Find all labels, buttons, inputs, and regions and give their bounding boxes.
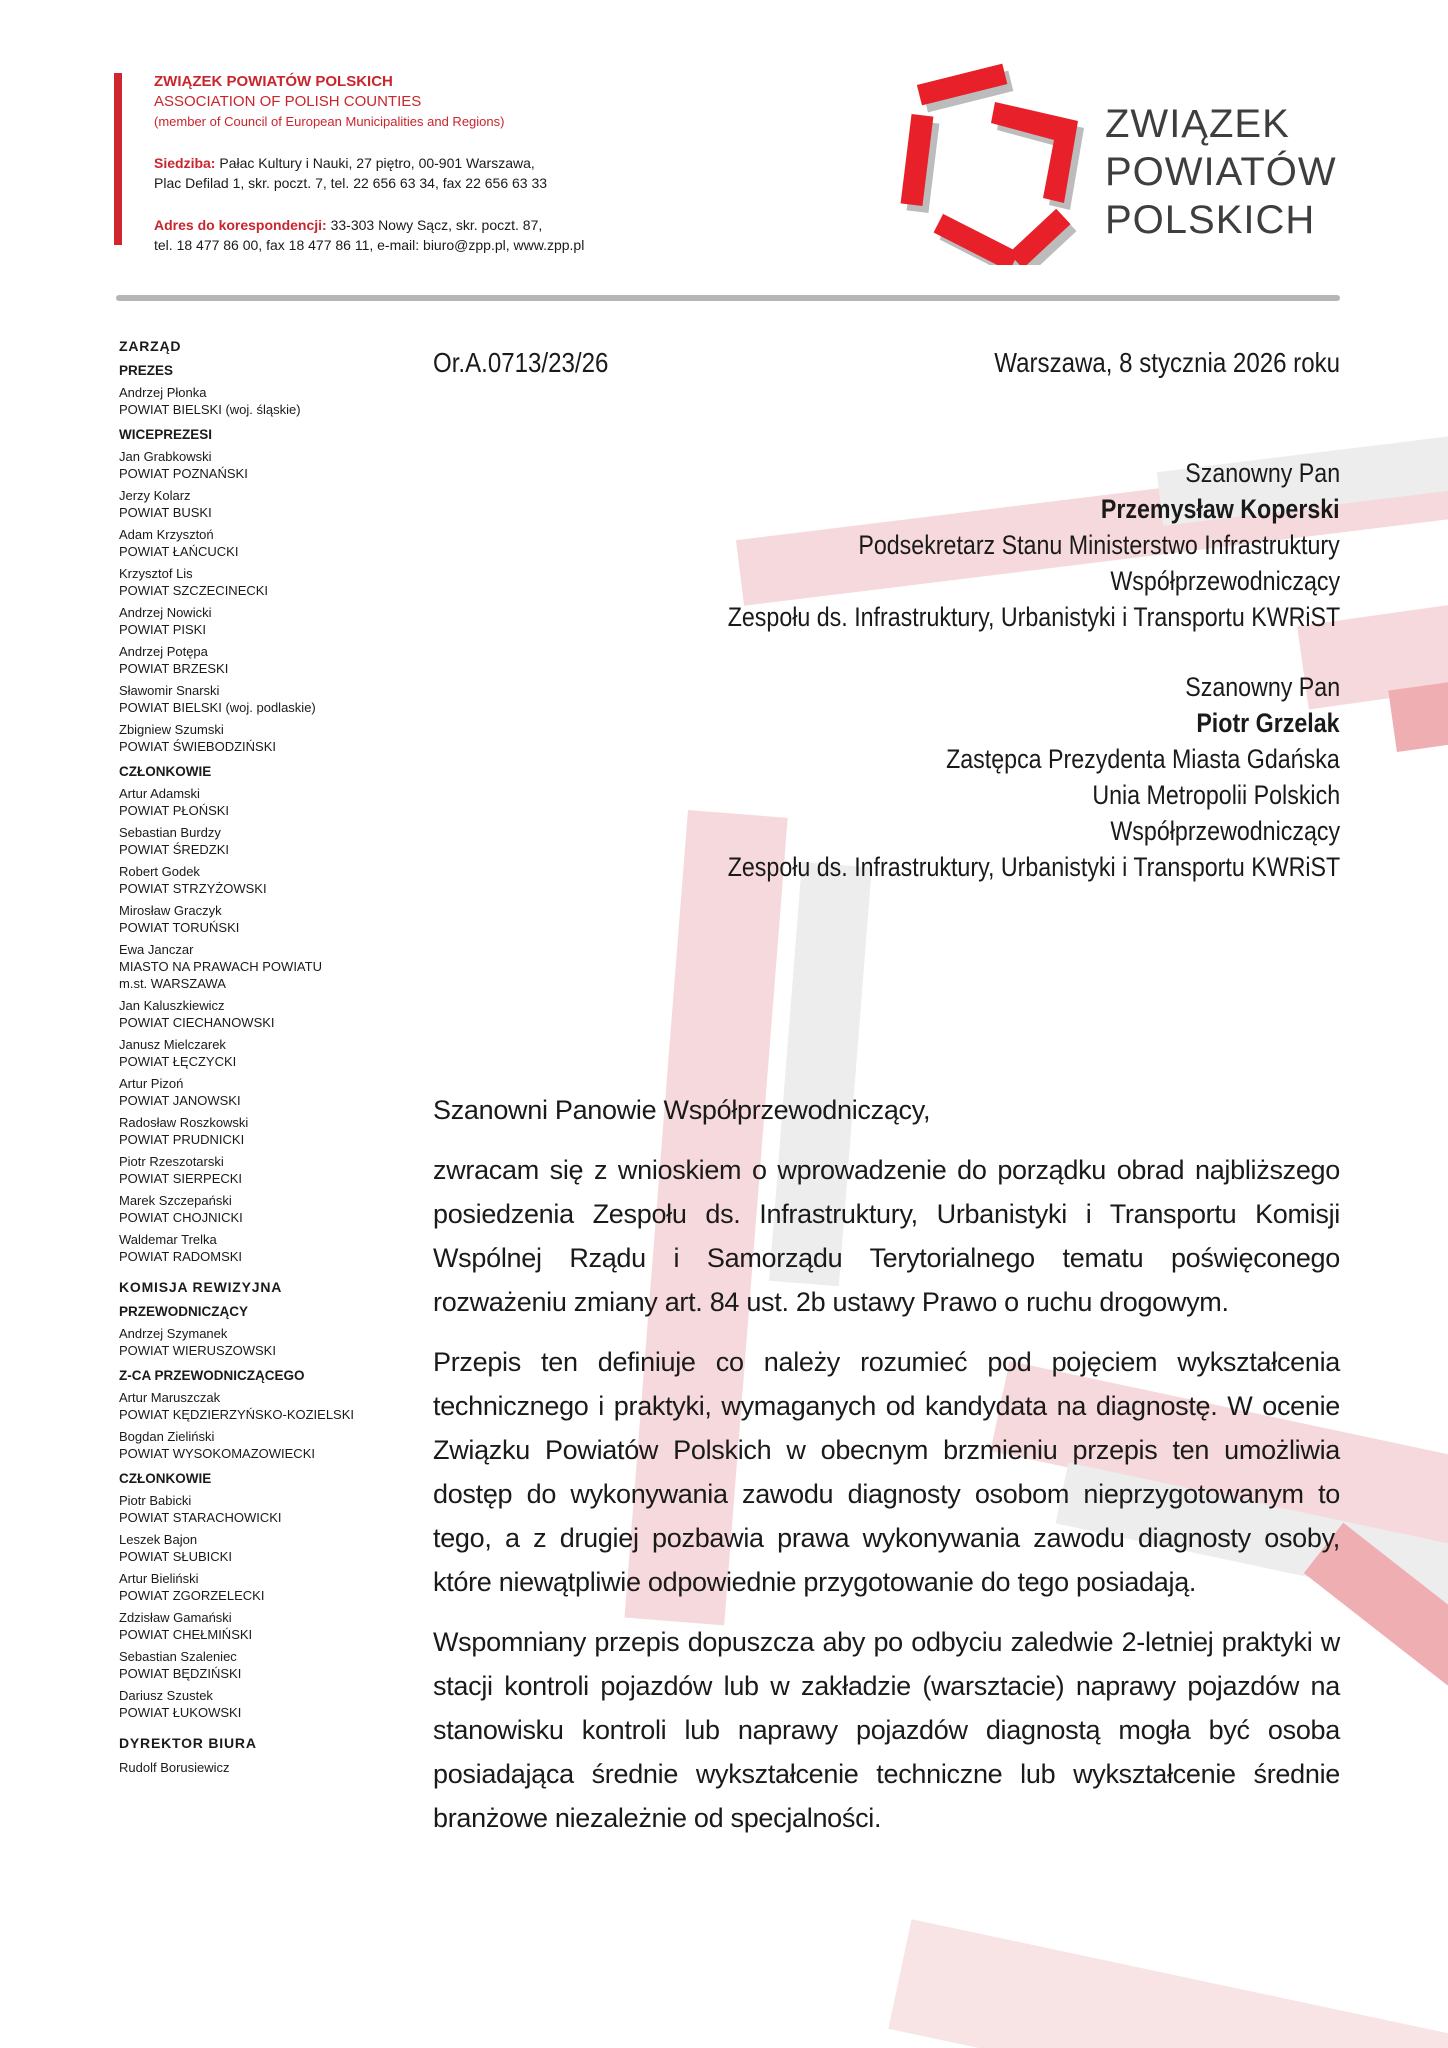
recipient-name-text: Piotr Grzelak xyxy=(1196,708,1340,738)
person-name: Waldemar Trelka xyxy=(119,1232,217,1247)
recipient-line xyxy=(433,527,1340,563)
person-name: Andrzej Nowicki xyxy=(119,605,212,620)
person-name: Dariusz Szustek xyxy=(119,1688,213,1703)
person-unit: POWIAT KĘDZIERZYŃSKO-KOZIELSKI xyxy=(119,1407,355,1422)
person-name: Janusz Mielczarek xyxy=(119,1037,226,1052)
recipient-line xyxy=(433,599,1340,635)
person-unit: POWIAT ŁĘCZYCKI xyxy=(119,1054,237,1069)
person-unit: POWIAT ŚWIEBODZIŃSKI xyxy=(119,739,276,754)
sidebar-person xyxy=(119,941,337,992)
person-name: Piotr Rzeszotarski xyxy=(119,1154,224,1169)
sidebar-person xyxy=(119,1648,337,1682)
person-name: Marek Szczepański xyxy=(119,1193,232,1208)
person-unit: POWIAT PRUDNICKI xyxy=(119,1132,245,1147)
person-name: Jerzy Kolarz xyxy=(119,488,191,503)
person-name: Robert Godek xyxy=(119,864,200,879)
person-name: Krzysztof Lis xyxy=(119,566,193,581)
mailing-address-text: 33-303 Nowy Sącz, skr. poczt. 87, xyxy=(330,217,543,233)
recipient-line-text: Podsekretarz Stanu Ministerstwo Infrastruktury xyxy=(858,530,1340,560)
person-unit: POWIAT ZGORZELECKI xyxy=(119,1588,265,1603)
body-paragraphs xyxy=(433,1148,1340,1840)
sidebar-person xyxy=(119,1389,355,1423)
sidebar-person xyxy=(119,643,337,677)
mailing-address-label: Adres do korespondencji: xyxy=(154,217,327,233)
sidebar-heading: WICEPREZESI xyxy=(119,427,213,442)
seat-address-text: Pałac Kultury i Nauki, 27 piętro, 00-901 Warszawa, xyxy=(219,155,535,171)
sidebar-heading: CZŁONKOWIE xyxy=(119,1471,212,1486)
person-unit: POWIAT BIELSKI (woj. śląskie) xyxy=(119,402,301,417)
person-unit: POWIAT BUSKI xyxy=(119,505,212,520)
recipient-line-text: Unia Metropolii Polskich xyxy=(1092,780,1340,810)
sidebar-person xyxy=(119,863,337,897)
sidebar-person xyxy=(119,1114,337,1148)
org-name-pl: ZWIĄZEK POWIATÓW POLSKICH xyxy=(154,73,393,90)
person-name: Jan Grabkowski xyxy=(119,449,212,464)
person-unit: POWIAT ŚREDZKI xyxy=(119,842,230,857)
person-name: Ewa Janczar xyxy=(119,942,194,957)
person-unit: m.st. WARSZAWA xyxy=(119,976,226,991)
logo-wordmark xyxy=(1105,100,1337,244)
person-name: Zbigniew Szumski xyxy=(119,722,224,737)
recipient-line-text: Zastępca Prezydenta Miasta Gdańska xyxy=(946,744,1340,774)
sidebar-person xyxy=(119,604,337,638)
org-name-en: ASSOCIATION OF POLISH COUNTIES xyxy=(154,93,422,110)
sidebar-heading: PREZES xyxy=(119,363,174,378)
person-name: Radosław Roszkowski xyxy=(119,1115,249,1130)
sidebar-person xyxy=(119,1075,337,1109)
header-divider xyxy=(116,295,1340,301)
person-name: Leszek Bajon xyxy=(119,1532,198,1547)
sidebar-heading: PRZEWODNICZĄCY xyxy=(119,1304,248,1319)
person-name: Piotr Babicki xyxy=(119,1493,192,1508)
person-unit: POWIAT JANOWSKI xyxy=(119,1093,241,1108)
person-unit: POWIAT SŁUBICKI xyxy=(119,1549,232,1564)
sidebar-person xyxy=(119,1231,337,1265)
recipient-line xyxy=(433,741,1340,777)
place-and-date: Warszawa, 8 stycznia 2026 roku xyxy=(994,347,1340,378)
person-name: Rudolf Borusiewicz xyxy=(119,1760,230,1775)
reference-row xyxy=(433,345,1340,381)
sidebar-person xyxy=(119,1609,337,1643)
sidebar-person xyxy=(119,448,337,482)
recipient-name xyxy=(433,491,1340,527)
recipient-salutation-text: Szanowny Pan xyxy=(1185,458,1340,488)
person-unit: POWIAT SZCZECINECKI xyxy=(119,583,269,598)
person-unit: MIASTO NA PRAWACH POWIATU xyxy=(119,959,322,974)
recipients xyxy=(433,455,1340,885)
recipient-line-text: Zespołu ds. Infrastruktury, Urbanistyki i Transportu KWRiST xyxy=(727,852,1340,882)
org-membership: (member of Council of European Municipalities and Regions) xyxy=(154,114,505,129)
recipient-salutation xyxy=(433,455,1340,491)
body-salutation: Szanowni Panowie Współprzewodniczący, xyxy=(433,1095,931,1125)
person-unit: POWIAT ŁAŃCUCKI xyxy=(119,544,239,559)
mailing-address-line2: tel. 18 477 86 00, fax 18 477 86 11, e-mail: biuro@zpp.pl, www.zpp.pl xyxy=(154,237,585,253)
person-name: Artur Adamski xyxy=(119,786,200,801)
letter-body xyxy=(433,1088,1340,1856)
person-name: Bogdan Zieliński xyxy=(119,1429,215,1444)
person-unit: POWIAT PŁOŃSKI xyxy=(119,803,230,818)
person-unit: POWIAT WIERUSZOWSKI xyxy=(119,1343,276,1358)
zpp-logo-icon xyxy=(898,60,1093,265)
body-paragraph: Przepis ten definiuje co należy rozumieć pod pojęciem wykształcenia technicznego i praktyki, wymaganych od kandydata na diagnostę. W ocenie Związku Powiatów Polskich w obecnym brzmieniu przepis ten umożliwia dostęp do wykonywania zawodu diagnosty osobom nieprzygotowanym to tego, a z drugiej pozbawia prawa wykonywania zawodu diagnosty osoby, które niewątpliwie odpowiednie przygotowanie do tego posiadają. xyxy=(433,1347,1340,1597)
person-name: Artur Maruszczak xyxy=(119,1390,221,1405)
logo-word-line: ZWIĄZEK xyxy=(1105,102,1290,146)
letterhead-accent-bar xyxy=(114,73,122,245)
reference-number: Or.A.0713/23/26 xyxy=(433,347,609,378)
person-unit: POWIAT WYSOKOMAZOWIECKI xyxy=(119,1446,315,1461)
logo-word-line: POLSKICH xyxy=(1105,198,1316,242)
sidebar xyxy=(119,338,355,1781)
person-name: Sławomir Snarski xyxy=(119,683,220,698)
sidebar-person xyxy=(119,1687,337,1721)
sidebar-heading: KOMISJA REWIZYJNA xyxy=(119,1279,283,1295)
sidebar-person xyxy=(119,1570,337,1604)
sidebar-person xyxy=(119,1192,337,1226)
person-name: Zdzisław Gamański xyxy=(119,1610,232,1625)
sidebar-person xyxy=(119,1325,337,1359)
recipient-block xyxy=(433,455,1340,635)
sidebar-heading: DYREKTOR BIURA xyxy=(119,1735,257,1751)
sidebar-person xyxy=(119,1759,337,1776)
person-name: Sebastian Burdzy xyxy=(119,825,221,840)
recipient-line-text: Współprzewodniczący xyxy=(1110,566,1340,596)
person-name: Sebastian Szaleniec xyxy=(119,1649,237,1664)
recipient-salutation-text: Szanowny Pan xyxy=(1185,672,1340,702)
person-name: Adam Krzysztoń xyxy=(119,527,214,542)
seat-label: Siedziba: xyxy=(154,155,216,171)
sidebar-person xyxy=(119,526,337,560)
recipient-line xyxy=(433,849,1340,885)
person-name: Artur Bieliński xyxy=(119,1571,199,1586)
person-unit: POWIAT TORUŃSKI xyxy=(119,920,240,935)
sidebar-person xyxy=(119,1492,337,1526)
logo-word-line: POWIATÓW xyxy=(1105,150,1337,194)
person-unit: POWIAT BIELSKI (woj. podlaskie) xyxy=(119,700,316,715)
person-unit: POWIAT ŁUKOWSKI xyxy=(119,1705,242,1720)
person-name: Andrzej Potępa xyxy=(119,644,208,659)
sidebar-heading: Z-CA PRZEWODNICZĄCEGO xyxy=(119,1368,305,1383)
sidebar-person xyxy=(119,487,337,521)
sidebar-heading: ZARZĄD xyxy=(119,338,182,354)
seat-address-line1 xyxy=(154,153,714,173)
sidebar-person xyxy=(119,997,337,1031)
sidebar-person xyxy=(119,1428,337,1462)
recipient-line xyxy=(433,563,1340,599)
sidebar-person xyxy=(119,1153,337,1187)
recipient-line-text: Współprzewodniczący xyxy=(1110,816,1340,846)
recipient-name-text: Przemysław Koperski xyxy=(1101,494,1340,524)
sidebar-person xyxy=(119,384,337,418)
person-name: Andrzej Płonka xyxy=(119,385,207,400)
sidebar-person xyxy=(119,721,337,755)
recipient-line xyxy=(433,813,1340,849)
person-unit: POWIAT CIECHANOWSKI xyxy=(119,1015,275,1030)
person-unit: POWIAT STRZYŻOWSKI xyxy=(119,881,267,896)
recipient-block xyxy=(433,669,1340,885)
sidebar-person xyxy=(119,1531,337,1565)
letterhead xyxy=(154,72,714,255)
person-name: Andrzej Szymanek xyxy=(119,1326,228,1341)
person-unit: POWIAT RADOMSKI xyxy=(119,1249,243,1264)
person-unit: POWIAT SIERPECKI xyxy=(119,1171,243,1186)
recipient-name xyxy=(433,705,1340,741)
body-paragraph: zwracam się z wnioskiem o wprowadzenie do porządku obrad najbliższego posiedzenia Zespołu ds. Infrastruktury, Urbanistyki i Transportu Komisji Wspólnej Rządu i Samorządu Terytorialnego tematu poświęconego rozważeniu zmiany art. 84 ust. 2b ustawy Prawo o ruchu drogowym. xyxy=(433,1155,1340,1317)
sidebar-person xyxy=(119,824,337,858)
seat-address-line2: Plac Defilad 1, skr. poczt. 7, tel. 22 656 63 34, fax 22 656 63 33 xyxy=(154,175,548,191)
recipient-line-text: Zespołu ds. Infrastruktury, Urbanistyki i Transportu KWRiST xyxy=(727,602,1340,632)
mailing-address-line1 xyxy=(154,215,714,235)
sidebar-person xyxy=(119,565,337,599)
sidebar-person xyxy=(119,902,337,936)
person-unit: POWIAT BĘDZIŃSKI xyxy=(119,1666,242,1681)
person-unit: POWIAT BRZESKI xyxy=(119,661,229,676)
person-unit: POWIAT CHOJNICKI xyxy=(119,1210,243,1225)
recipient-line xyxy=(433,777,1340,813)
body-paragraph: Wspomniany przepis dopuszcza aby po odbyciu zaledwie 2-letniej praktyki w stacji kontroli pojazdów lub w zakładzie (warsztacie) naprawy pojazdów na stanowisku kontroli lub naprawy pojazdów diagnostą mogła być osoba posiadająca średnie wykształcenie techniczne lub wykształcenie średnie branżowe niezależnie od specjalności. xyxy=(433,1627,1340,1833)
person-name: Artur Pizoń xyxy=(119,1076,184,1091)
sidebar-person xyxy=(119,682,337,716)
person-name: Mirosław Graczyk xyxy=(119,903,222,918)
person-unit: POWIAT PISKI xyxy=(119,622,206,637)
sidebar-heading: CZŁONKOWIE xyxy=(119,764,212,779)
sidebar-person xyxy=(119,1036,337,1070)
person-unit: POWIAT POZNAŃSKI xyxy=(119,466,248,481)
person-unit: POWIAT STARACHOWICKI xyxy=(119,1510,282,1525)
person-unit: POWIAT CHEŁMIŃSKI xyxy=(119,1627,253,1642)
recipient-salutation xyxy=(433,669,1340,705)
person-name: Jan Kaluszkiewicz xyxy=(119,998,225,1013)
sidebar-person xyxy=(119,785,337,819)
